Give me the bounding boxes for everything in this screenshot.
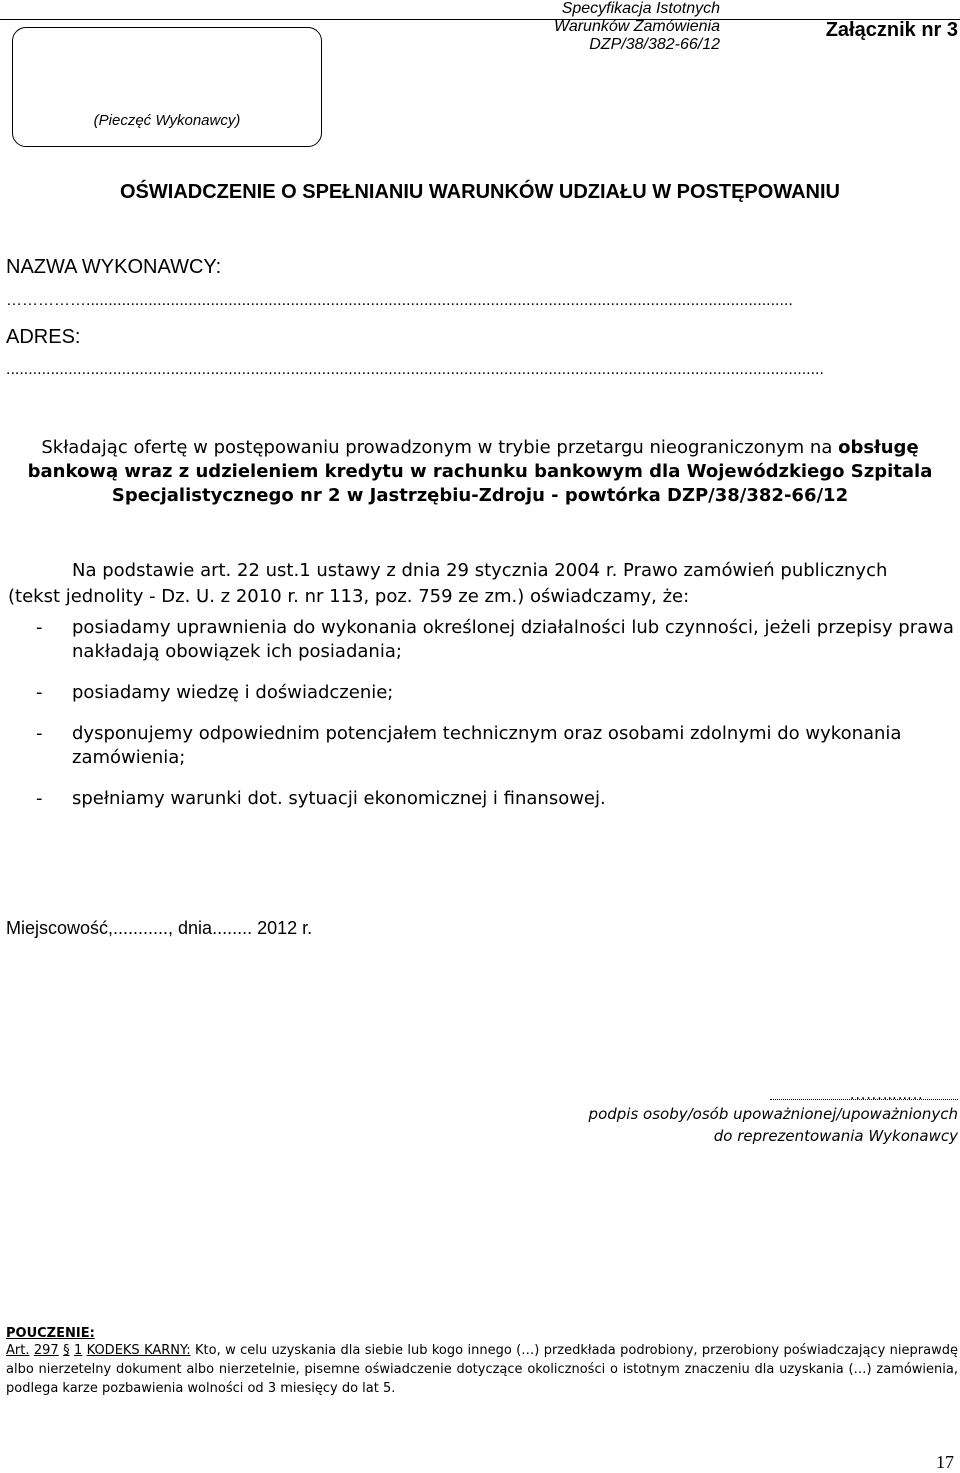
intro-text: Składając ofertę w postępowaniu prowadzonym w trybie przetargu nieograniczonym na (41, 437, 839, 458)
list-item-text: spełniamy warunki dot. sytuacji ekonomicznej i finansowej. (72, 788, 606, 809)
stamp-box (12, 27, 322, 147)
legal-basis-line2: (tekst jednolity - Dz. U. z 2010 r. nr 113, poz. 759 ze zm.) oświadczamy, że: (8, 586, 690, 607)
page-number: 17 (936, 1452, 954, 1472)
warning-title: POUCZENIE: (6, 1326, 95, 1341)
legal-basis (8, 558, 956, 610)
bullet-dash: - (36, 617, 43, 638)
list-item (8, 616, 956, 664)
contractor-address-field[interactable]: ........................................................................................................................................................................................ (6, 361, 824, 378)
place-date-line[interactable]: Miejscowość,..........., dnia........ 2012 r. (6, 918, 313, 938)
document-title: OŚWIADCZENIE O SPEŁNIANIU WARUNKÓW UDZIAŁU W POSTĘPOWANIU (120, 181, 840, 203)
intro-paragraph (8, 436, 952, 508)
list-item-text: dysponujemy odpowiednim potencjałem technicznym oraz osobami zdolnymi do wykonania zamówienia; (72, 723, 902, 768)
spec-header: Specyfikacja Istotnych Warunków Zamówienia DZP/38/382-66/12 (554, 0, 720, 53)
legal-basis-line1: Na podstawie art. 22 ust.1 ustawy z dnia 29 stycznia 2004 r. Prawo zamówień publicznych (72, 560, 888, 581)
warning-body: Kto, w celu uzyskania dla siebie lub kogo innego (…) przedkłada podrobiony, przerobiony poświadczający nieprawdę albo nierzetelny dokument albo nierzetelnie, pisemne oświadczenie dotyczące okoliczności o istotnym znaczeniu dla uzyskania (…) zamówienia, podlega karze pozbawienia wolności od 3 miesięcy do lat 5. (6, 1343, 958, 1396)
signature-line[interactable] (770, 1099, 958, 1100)
declaration-list (8, 616, 956, 828)
signature-caption (560, 1103, 958, 1147)
signature-caption-line2: do reprezentowania Wykonawcy (713, 1127, 958, 1145)
warning-code: KODEKS KARNY: (86, 1343, 191, 1358)
list-item-text: posiadamy wiedzę i doświadczenie; (72, 682, 394, 703)
warning-art-number: 297 (33, 1343, 59, 1358)
contractor-name-label: NAZWA WYKONAWCY: (6, 256, 222, 278)
annex-label: Załącznik nr 3 (825, 19, 958, 41)
warning-text (6, 1341, 958, 1398)
bullet-dash: - (36, 788, 43, 809)
contractor-name-field[interactable]: ……………............................................................................................................................................................... (6, 292, 793, 309)
contractor-address-label: ADRES: (6, 326, 81, 348)
header-divider (0, 19, 960, 20)
signature-dots: ......…….. (850, 1087, 924, 1103)
intro-subject: obsługę bankową wraz z udzieleniem kredytu w rachunku bankowym dla Wojewódzkiego Szpitala Specjalistycznego nr 2 w Jastrzębiu-Zdroju - powtórka DZP/38/382-66/12 (27, 437, 933, 506)
signature-caption-line1: podpis osoby/osób upoważnionej/upoważnionych (588, 1105, 958, 1123)
bullet-dash: - (36, 682, 43, 703)
list-item (8, 787, 956, 811)
warning-art: Art. (6, 1343, 30, 1358)
list-item (8, 681, 956, 705)
bullet-dash: - (36, 723, 43, 744)
stamp-caption: (Pieczęć Wykonawcy) (93, 112, 241, 129)
list-item (8, 722, 956, 770)
warning-paragraph-number: 1 (73, 1343, 83, 1358)
list-item-text: posiadamy uprawnienia do wykonania określonej działalności lub czynności, jeżeli przepisy prawa nakładają obowiązek ich posiadania; (72, 617, 954, 662)
warning-paragraph-sign: § (63, 1343, 70, 1358)
